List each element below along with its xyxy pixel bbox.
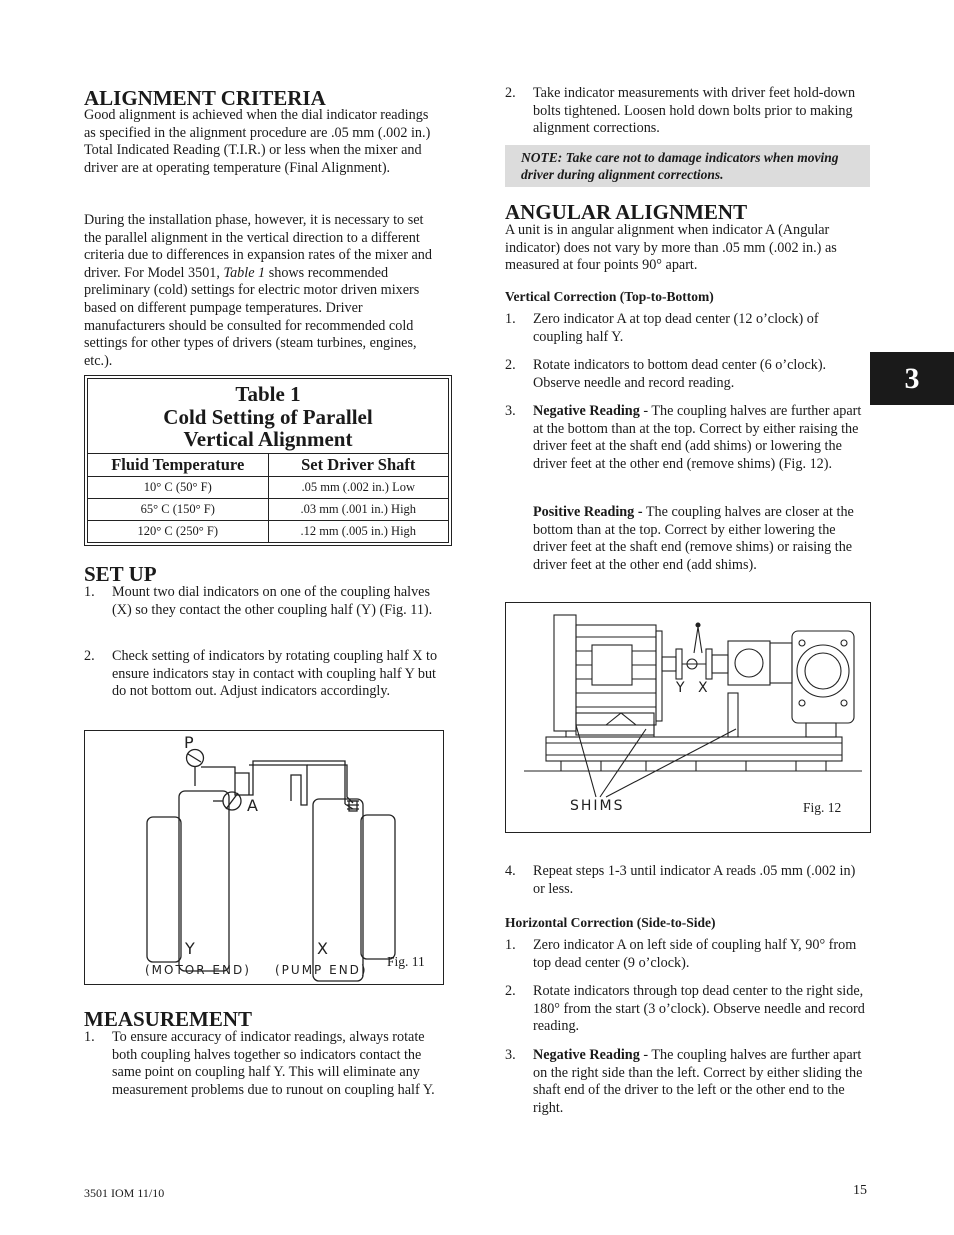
- table-row: [88, 476, 449, 498]
- list-text: Repeat steps 1-3 until indicator A reads .05 mm (.002 in) or less.: [533, 863, 856, 897]
- fig11-motor-end: (MOTOR END): [145, 963, 251, 977]
- list-number: 2.: [505, 85, 516, 101]
- table-1-title-line-2: Cold Setting of Parallel: [163, 404, 373, 429]
- list-item: [84, 648, 446, 701]
- list-number: 1.: [505, 937, 516, 953]
- list-item: [505, 1047, 870, 1117]
- table-1-title-line-3: Vertical Alignment: [183, 427, 353, 451]
- list-item: [505, 937, 870, 972]
- table-cell-temp: 120° C (250° F): [88, 520, 269, 542]
- subheading-vertical-correction: Vertical Correction (Top-to-Bottom): [505, 289, 714, 304]
- list-number: 2.: [84, 648, 95, 664]
- list-text: Check setting of indicators by rotating coupling half X to ensure indicators stay in contact with coupling half Y but do not bottom out. Adjust indicators accordingly.: [112, 648, 438, 700]
- fig11-label-y: Y: [185, 939, 195, 958]
- list-text: Negative Reading - The coupling halves are further apart at the bottom than at the top. Correct by either raising the driver feet at the shaft end (add shims) or lowering the driver feet at the other end (remove shims) (Fig. 12).: [533, 403, 862, 472]
- alignment-criteria-paragraph-2: During the installation phase, however, it is necessary to set the parallel alignment in the vertical direction to a different criteria due to differences in expansion rates of the mixer and driver. For Model 3501, Table 1 shows recommended preliminary (cold) settings for electric motor driven mixers based on different pumpage temperatures. Driver manufacturers should be consulted for recommended cold settings for other types of drivers (steam turbines, engines, etc.).: [84, 212, 432, 369]
- table-header-set-driver-shaft: Set Driver Shaft: [268, 453, 449, 476]
- list-item: [505, 983, 870, 1036]
- list-item: [505, 357, 870, 392]
- section-tab: 3: [870, 352, 954, 405]
- angular-intro: A unit is in angular alignment when indicator A (Angular indicator) does not vary by more than .05 mm (.002 in.) as measured at four points 90° apart.: [505, 222, 837, 274]
- list-number: 3.: [505, 1047, 516, 1063]
- subheading-horizontal-correction: Horizontal Correction (Side-to-Side): [505, 915, 716, 930]
- list-text: To ensure accuracy of indicator readings, always rotate both coupling halves together so indicators contact the same point on coupling half Y. This will eliminate any measurement problems due to runout on coupling half Y.: [112, 1029, 435, 1098]
- heading-alignment-criteria: ALIGNMENT CRITERIA: [84, 86, 326, 110]
- list-number: 4.: [505, 863, 516, 879]
- list-item: [505, 403, 870, 473]
- heading-measurement: MEASUREMENT: [84, 1007, 253, 1031]
- list-text: Negative Reading - The coupling halves are further apart on the right side than the left. Correct by either sliding the shaft end of the driver to the left or the other end to the right.: [533, 1047, 863, 1116]
- list-number: 2.: [505, 983, 516, 999]
- figure-11-caption: Fig. 11: [387, 954, 425, 969]
- footer-doc-id: 3501 IOM 11/10: [84, 1186, 165, 1200]
- figure-12: [505, 602, 871, 833]
- table-1-title: [87, 378, 449, 453]
- fig11-label-a: A: [247, 796, 258, 815]
- table-cell-temp: 65° C (150° F): [88, 498, 269, 520]
- table-header-row: [88, 453, 449, 476]
- fig11-pump-end: (PUMP END): [275, 963, 368, 977]
- list-text: Mount two dial indicators on one of the coupling halves (X) so they contact the other coupling half (Y) (Fig. 11).: [112, 584, 433, 618]
- fig12-label-x: X: [698, 680, 708, 696]
- list-text: Take indicator measurements with driver feet hold-down bolts tightened. Loosen hold down bolts prior to making alignment corrections.: [533, 85, 856, 137]
- list-number: 2.: [505, 357, 516, 373]
- table-cell-shaft: .05 mm (.002 in.) Low: [268, 476, 449, 498]
- table-1: [84, 375, 452, 546]
- list-item: [505, 311, 870, 346]
- heading-angular-alignment: ANGULAR ALIGNMENT: [505, 200, 748, 224]
- fig12-label-y: Y: [676, 680, 685, 696]
- list-item: [84, 1029, 446, 1099]
- table-row: [88, 520, 449, 542]
- fig11-label-x: X: [317, 939, 328, 958]
- figure-11-drawing: [85, 731, 443, 984]
- figure-12-drawing: [506, 603, 870, 832]
- list-item: [505, 863, 870, 898]
- list-number: 1.: [84, 1029, 95, 1045]
- note-box: NOTE: Take care not to damage indicators when moving driver during alignment corrections.: [505, 145, 870, 187]
- table-cell-shaft: .12 mm (.005 in.) High: [268, 520, 449, 542]
- table-header-fluid-temperature: Fluid Temperature: [88, 453, 269, 476]
- table-row: [88, 498, 449, 520]
- list-text: Rotate indicators to bottom dead center (6 o’clock). Observe needle and record reading.: [533, 357, 827, 391]
- list-text: Zero indicator A on left side of coupling half Y, 90° from top dead center (9 o’clock).: [533, 937, 857, 971]
- list-number: 3.: [505, 403, 516, 419]
- fig12-shims-label: SHIMS: [570, 798, 625, 814]
- list-item: [84, 584, 446, 619]
- list-text: Rotate indicators through top dead center to the right side, 180° from the start (3 o’clock). Observe needle and record reading.: [533, 983, 865, 1035]
- fig11-label-p: P: [184, 733, 194, 752]
- table-cell-temp: 10° C (50° F): [88, 476, 269, 498]
- list-number: 1.: [84, 584, 95, 600]
- page-number: 15: [853, 1183, 867, 1198]
- heading-set-up: SET UP: [84, 562, 157, 586]
- list-item: [505, 85, 867, 138]
- table-cell-shaft: .03 mm (.001 in.) High: [268, 498, 449, 520]
- figure-11: [84, 730, 444, 985]
- list-item-continuation: [505, 504, 870, 574]
- list-text: Positive Reading - The coupling halves are closer at the bottom than at the top. Correct by either lowering the driver feet at the shaft end (remove shims) or raising the driver feet at the other end (add shims).: [533, 504, 854, 573]
- figure-12-caption: Fig. 12: [803, 800, 842, 815]
- list-text: Zero indicator A at top dead center (12 o’clock) of coupling half Y.: [533, 311, 819, 345]
- table-1-title-line-1: Table 1: [235, 382, 301, 406]
- alignment-criteria-paragraph-1: Good alignment is achieved when the dial indicator readings as specified in the alignment procedure are .05 mm (.002 in.) Total Indicated Reading (T.I.R.) or less when the mixer and driver are at operating temperature (Final Alignment).: [84, 107, 431, 176]
- table-1-grid: [87, 453, 449, 543]
- list-number: 1.: [505, 311, 516, 327]
